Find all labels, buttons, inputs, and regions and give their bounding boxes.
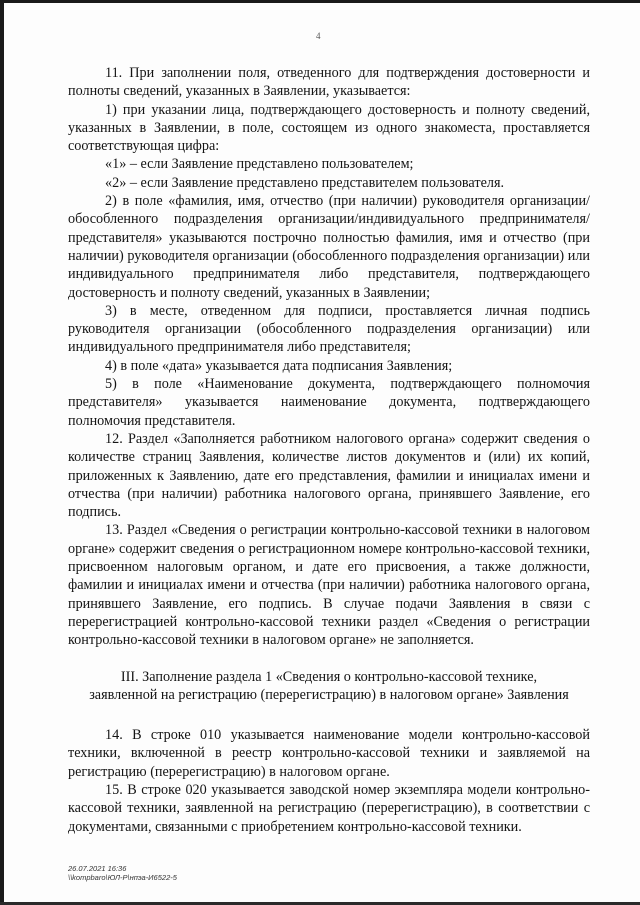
paragraph-11: 11. При заполнении поля, отведенного для подтверждения достоверности и полноты сведений, указанных в Заявлении, указывается:: [68, 65, 590, 100]
section-heading-line-1: III. Заполнение раздела 1 «Сведения о контрольно-кассовой технике,: [120, 668, 538, 685]
footer-file-path: \\kompbaro\ЮЛ-Р\нпэа-И6522-5: [68, 873, 177, 882]
paragraph-14: 14. В строке 010 указывается наименование модели контрольно-кассовой техники, включенной в реестр контрольно-кассовой техники и заявляемой на регистрацию (перерегистрацию) в налоговом органе.: [68, 727, 590, 780]
paragraph-11-item-1-option-2: «2» – если Заявление представлено представителем пользователя.: [105, 174, 505, 191]
footer-timestamp: 26.07.2021 16:36: [68, 864, 127, 873]
paragraph-11-item-1: 1) при указании лица, подтверждающего достоверность и полноту сведений, указанных в Заявлении, в поле, состоящем из одного знакоместа, проставляется соответствующая цифра:: [68, 101, 590, 155]
document-body: [68, 64, 590, 836]
paragraph-15: 15. В строке 020 указывается заводской номер экземпляра модели контрольно-кассовой техники, заявленной на регистрацию (перерегистрацию), в соответствии с документами, связанными с приобретением контрольно-кассовой техники.: [68, 781, 590, 835]
section-heading-line-2: заявленной на регистрацию (перерегистрацию) в налоговом органе» Заявления: [89, 686, 569, 703]
scan-border-left: [0, 0, 4, 905]
paragraph-11-item-2: 2) в поле «фамилия, имя, отчество (при наличии) руководителя организации/обособленного подразделения организации/индивидуального предпринимателя/представителя» указываются построчно полностью фамилия, имя и отчество (при наличии) руководителя организации (обособленного подразделения организации) или индивидуального предпринимателя либо представителя, подтверждающего достоверность и полноту сведений, указанных в Заявлении;: [68, 193, 590, 301]
document-footer: [68, 864, 177, 882]
page-number: 4: [316, 31, 321, 41]
paragraph-13: 13. Раздел «Сведения о регистрации контрольно-кассовой техники в налоговом органе» содержит сведения о регистрационном номере контрольно-кассовой техники, присвоенном налоговым органом, и дате его присвоения, а также должности, фамилии и инициалах имени и отчества (при наличии) работника налогового органа, принявшего Заявление, его подпись. В случае подачи Заявления в связи с перерегистрацией контрольно-кассовой техники раздел «Сведения о регистрации контрольно-кассовой техники в налоговом органе» не заполняется.: [68, 522, 590, 649]
paragraph-11-item-1-option-1: «1» – если Заявление представлено пользователем;: [105, 156, 414, 173]
scan-border-top: [0, 0, 640, 3]
paragraph-11-item-5: 5) в поле «Наименование документа, подтверждающего полномочия представителя» указывается наименование документа, подтверждающего полномочия представителя.: [68, 376, 590, 429]
paragraph-12: 12. Раздел «Заполняется работником налогового органа» содержит сведения о количестве страниц Заявления, количестве листов документов и (или) их копий, приложенных к Заявлению, дате его представления, фамилии и инициалах имени и отчества (при наличии) работника налогового органа, принявшего Заявление, его подпись.: [68, 430, 590, 521]
paragraph-11-item-3: 3) в месте, отведенном для подписи, проставляется личная подпись руководителя организации (обособленного подразделения организации) или индивидуального предпринимателя либо представителя;: [68, 302, 590, 356]
section-heading: [68, 668, 590, 705]
paragraph-11-item-4: 4) в поле «дата» указывается дата подписания Заявления;: [105, 357, 453, 374]
